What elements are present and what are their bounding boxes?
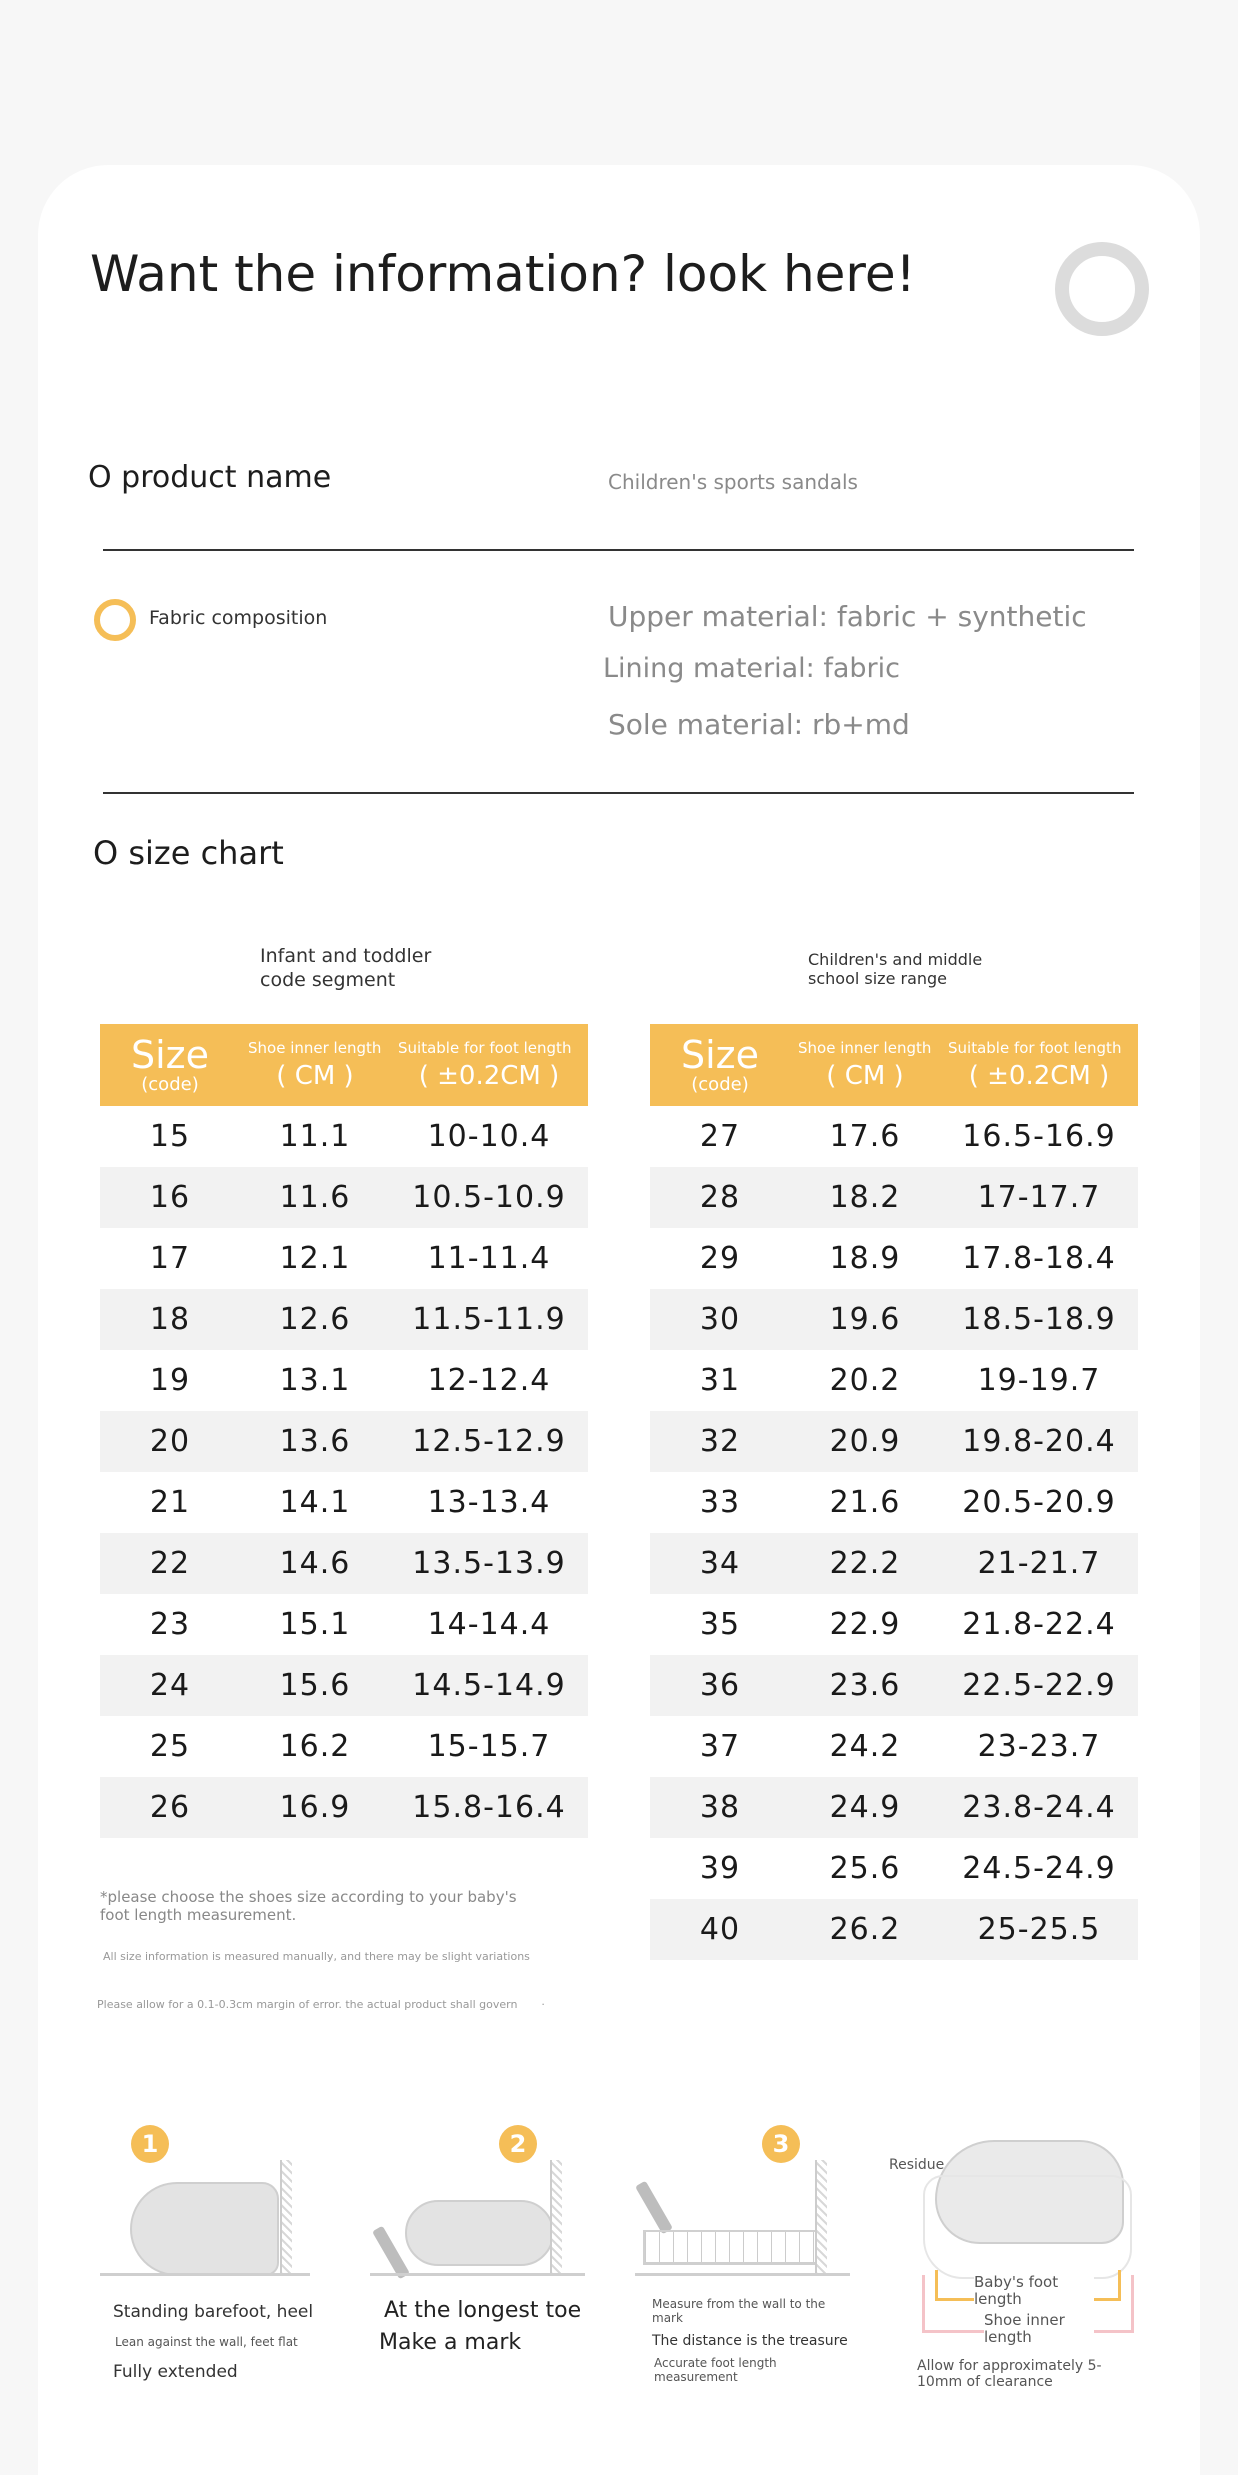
page-title: Want the information? look here! [90,245,916,303]
size-cell: 35 [699,1607,741,1642]
table-row [100,1533,588,1594]
foot-length-cell: 15-15.7 [427,1729,551,1764]
product-name-value: Children's sports sandals [608,470,858,494]
table-row [100,1716,588,1777]
table-row [100,1472,588,1533]
foot-length-cell: 13-13.4 [427,1485,551,1520]
wall-icon [815,2160,827,2275]
size-table-left [100,1024,588,1838]
table-row [650,1228,1138,1289]
foot-length-cell: 18.5-18.9 [940,1289,1138,1350]
foot-length-cell: 16.5-16.9 [962,1119,1116,1154]
measurement-note: All size information is measured manually, and there may be slight variations [103,1950,530,1963]
inner-length-label: Shoe inner length [984,2312,1094,2346]
step-2-badge: 2 [499,2125,537,2163]
size-cell: 37 [699,1729,741,1764]
divider [103,792,1134,794]
inner-length-cell: 21.6 [829,1485,901,1520]
foot-length-cell: 17-17.7 [940,1167,1138,1228]
clearance-note: Allow for approximately 5-10mm of clearance [917,2358,1102,2390]
table-row [650,1411,1138,1472]
inner-length-cell: 14.1 [279,1485,351,1520]
decorative-ring-icon [1055,242,1149,336]
inner-length-cell: 16.9 [240,1777,390,1838]
table-row [650,1106,1138,1167]
inner-length-cell: 15.1 [279,1607,351,1642]
inner-length-cell: 13.1 [279,1363,351,1398]
size-cell: 36 [650,1655,790,1716]
table-row [100,1289,588,1350]
inner-length-cell: 24.2 [829,1729,901,1764]
step-3-subtext: The distance is the treasure [652,2333,848,2349]
inner-length-cell: 20.9 [790,1411,940,1472]
size-note: *please choose the shoes size according to your baby's foot length measurement. [100,1888,517,1924]
wall-icon [280,2160,292,2275]
margin-note: Please allow for a 0.1-0.3cm margin of error. the actual product shall govern · [97,1998,545,2011]
step-1-text: Standing barefoot, heel [113,2302,314,2322]
size-cell: 34 [650,1533,790,1594]
ruler-icon [643,2230,817,2265]
inner-length-cell: 18.2 [790,1167,940,1228]
foot-length-cell: 12-12.4 [427,1363,551,1398]
table-row [100,1594,588,1655]
size-cell: 19 [149,1363,191,1398]
fabric-ring-icon [94,599,136,641]
table-row [100,1106,588,1167]
foot-length-cell: 17.8-18.4 [962,1241,1116,1276]
step-3-text: Measure from the wall to the mark [652,2297,826,2325]
upper-material: Upper material: fabric + synthetic [608,600,1087,633]
inner-length-cell: 25.6 [829,1851,901,1886]
wall-icon [550,2160,562,2275]
size-cell: 40 [650,1899,790,1960]
residue-label: Residue [889,2157,945,2173]
table-row [650,1594,1138,1655]
inner-length-cell: 19.6 [790,1289,940,1350]
foot-length-cell: 15.8-16.4 [390,1777,588,1838]
table-row [100,1228,588,1289]
foot-length-cell: 11-11.4 [427,1241,551,1276]
size-cell: 39 [699,1851,741,1886]
ground-line [100,2273,310,2276]
inner-length-cell: 26.2 [790,1899,940,1960]
table-row [100,1777,588,1838]
foot-length-cell: 10.5-10.9 [390,1167,588,1228]
inner-length-cell: 14.6 [240,1533,390,1594]
inner-length-cell: 15.6 [240,1655,390,1716]
baby-foot-label: Baby's foot length [974,2274,1094,2308]
ground-line [370,2273,585,2276]
table-row [650,1838,1138,1899]
table-row [100,1350,588,1411]
foot-length-cell: 13.5-13.9 [390,1533,588,1594]
size-chart-heading: O size chart [93,834,284,872]
size-cell: 22 [100,1533,240,1594]
table-row [650,1350,1138,1411]
right-segment-label: Children's and middle school size range [808,950,983,988]
size-cell: 26 [100,1777,240,1838]
table-row [650,1716,1138,1777]
inner-length-cell: 17.6 [829,1119,901,1154]
size-cell: 25 [149,1729,191,1764]
foot-icon [405,2200,554,2266]
inner-length-cell: 18.9 [829,1241,901,1276]
size-cell: 27 [699,1119,741,1154]
step-1-extra: Fully extended [113,2362,238,2382]
foot-length-cell: 19.8-20.4 [940,1411,1138,1472]
foot-icon [130,2182,279,2276]
table-row [650,1289,1138,1350]
size-cell: 21 [149,1485,191,1520]
foot-length-cell: 14.5-14.9 [390,1655,588,1716]
size-cell: 30 [650,1289,790,1350]
table-row [650,1777,1138,1838]
header-inner-length: Shoe inner length ( CM ) [790,1024,940,1106]
foot-length-cell: 25-25.5 [940,1899,1138,1960]
size-cell: 28 [650,1167,790,1228]
size-cell: 33 [699,1485,741,1520]
inner-length-cell: 11.6 [240,1167,390,1228]
table-row [650,1167,1138,1228]
foot-length-cell: 24.5-24.9 [962,1851,1116,1886]
inner-length-cell: 12.1 [279,1241,351,1276]
table-row [650,1655,1138,1716]
ground-line [635,2273,850,2276]
foot-length-cell: 23.8-24.4 [940,1777,1138,1838]
size-cell: 18 [100,1289,240,1350]
fabric-label: Fabric composition [149,607,328,629]
size-cell: 23 [149,1607,191,1642]
step-2-text: At the longest toe [384,2298,582,2323]
step-2-subtext: Make a mark [379,2330,522,2355]
inner-length-cell: 24.9 [790,1777,940,1838]
step-3-extra: Accurate foot length measurement [654,2356,777,2384]
size-cell: 24 [100,1655,240,1716]
step-1-subtext: Lean against the wall, feet flat [115,2335,298,2349]
step-3-badge: 3 [762,2125,800,2163]
header-foot-length: Suitable for foot length ( ±0.2CM ) [390,1024,588,1106]
size-cell: 32 [650,1411,790,1472]
foot-length-cell: 11.5-11.9 [390,1289,588,1350]
inner-length-cell: 16.2 [279,1729,351,1764]
foot-length-cell: 22.5-22.9 [940,1655,1138,1716]
foot-length-cell: 19-19.7 [977,1363,1101,1398]
foot-length-cell: 14-14.4 [427,1607,551,1642]
inner-length-cell: 13.6 [240,1411,390,1472]
foot-length-cell: 20.5-20.9 [962,1485,1116,1520]
table-row [100,1411,588,1472]
size-table-right [650,1024,1138,1960]
foot-length-cell: 10-10.4 [427,1119,551,1154]
header-size: Size (code) [650,1024,790,1106]
foot-length-cell: 21-21.7 [940,1533,1138,1594]
sole-material: Sole material: rb+md [608,708,910,741]
inner-length-cell: 11.1 [279,1119,351,1154]
shoe-outline-icon [923,2175,1132,2279]
left-segment-label: Infant and toddler code segment [260,945,432,991]
header-size: Size (code) [100,1024,240,1106]
inner-length-cell: 22.9 [829,1607,901,1642]
size-cell: 20 [100,1411,240,1472]
size-cell: 16 [100,1167,240,1228]
inner-length-cell: 22.2 [790,1533,940,1594]
table-row [650,1899,1138,1960]
foot-length-cell: 21.8-22.4 [962,1607,1116,1642]
inner-length-cell: 20.2 [829,1363,901,1398]
header-foot-length: Suitable for foot length ( ±0.2CM ) [940,1024,1138,1106]
foot-length-cell: 12.5-12.9 [390,1411,588,1472]
product-name-label: O product name [88,460,332,495]
foot-length-cell: 23-23.7 [977,1729,1101,1764]
size-cell: 17 [149,1241,191,1276]
divider [103,549,1134,551]
table-row [650,1472,1138,1533]
lining-material: Lining material: fabric [603,653,900,684]
header-inner-length: Shoe inner length ( CM ) [240,1024,390,1106]
size-cell: 29 [699,1241,741,1276]
table-row [100,1167,588,1228]
size-cell: 15 [149,1119,191,1154]
size-cell: 38 [650,1777,790,1838]
step-1-badge: 1 [131,2125,169,2163]
inner-length-cell: 23.6 [790,1655,940,1716]
table-row [100,1655,588,1716]
size-cell: 31 [699,1363,741,1398]
inner-length-cell: 12.6 [240,1289,390,1350]
table-row [650,1533,1138,1594]
